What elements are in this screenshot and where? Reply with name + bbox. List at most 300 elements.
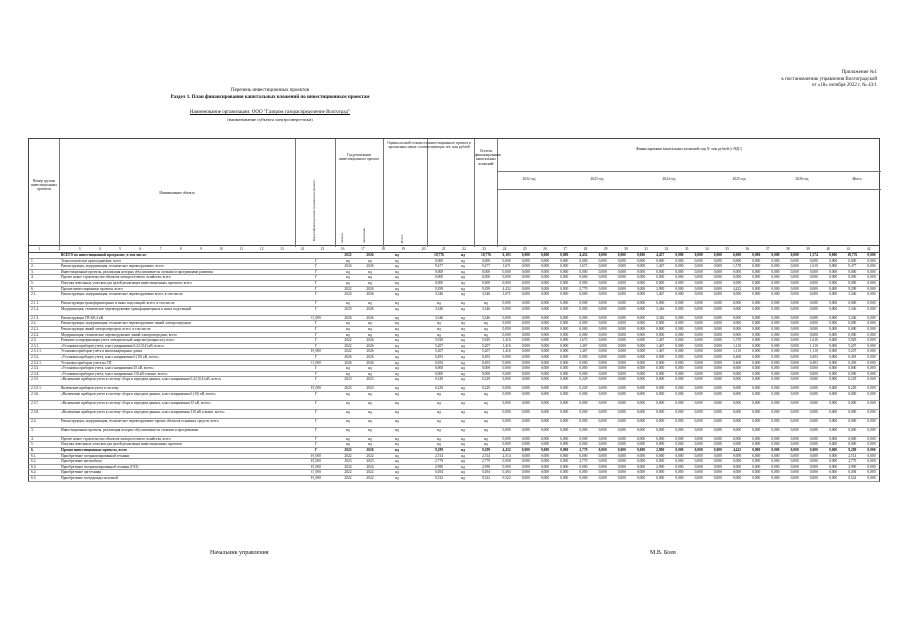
cell-value: 0,000	[771, 476, 780, 481]
cell-v: нд	[395, 453, 399, 458]
cell-value: 0,000	[790, 349, 799, 354]
cell-value: 0,000	[521, 321, 530, 326]
cell-id: Н_000	[311, 386, 321, 391]
cell-y2: 2026	[366, 292, 374, 297]
cell-value: 0,000	[598, 459, 607, 464]
cell-a: 3,346	[434, 306, 444, 311]
cell-value: 0,000	[579, 269, 588, 274]
cell-value: 0,000	[771, 258, 780, 263]
cell-value: 0,000	[829, 386, 838, 391]
cell-value: 0,000	[771, 354, 780, 359]
cell-value: 0,000	[809, 453, 818, 458]
cell-value: 0,000	[771, 391, 780, 396]
cell-y2: 2026	[366, 360, 374, 365]
cell-value: 0,000	[752, 360, 761, 365]
cell-name: «Установка приборов учета, класс напряжения 35 кВ, всего»	[61, 366, 154, 371]
cell-value: 0,000	[790, 292, 799, 297]
cell-value: 0,000	[713, 292, 722, 297]
cell-value: 0,000	[540, 386, 550, 391]
cell-value: 0,000	[675, 269, 684, 274]
cell-value: 0,000	[617, 371, 626, 376]
cell-value: 0,000	[675, 326, 684, 331]
cell-value: 1,110	[809, 349, 818, 354]
cell-no: 6.	[31, 448, 34, 453]
column-number: 18	[381, 247, 385, 251]
cell-id: Г	[314, 269, 318, 274]
cell-a: 0,229	[434, 386, 444, 391]
cell-value: 0,000	[790, 448, 799, 453]
cell-value: 0,000	[732, 400, 742, 405]
table-row	[28, 428, 880, 437]
cell-value: 0,000	[829, 418, 838, 423]
cell-value: 0,000	[540, 377, 550, 382]
cell-value: 0,000	[694, 464, 703, 469]
cell-value: 0,000	[829, 459, 838, 464]
cell-value: 0,000	[732, 275, 742, 280]
cell-value: 0,000	[598, 360, 607, 365]
cell-value: 0,000	[771, 343, 780, 348]
cell-value: 5,207	[848, 349, 857, 354]
header-year-1: 2022 год	[522, 177, 536, 181]
cell-y2: нд	[368, 442, 372, 447]
cell-value: 0,000	[521, 377, 530, 382]
cell-value: 0,000	[502, 306, 511, 311]
cell-value: 0,000	[617, 418, 626, 423]
cell-value: 4,457	[656, 253, 665, 257]
cell-value: 0,000	[521, 459, 530, 464]
cell-y1: нд	[346, 400, 350, 405]
cell-value: 0,000	[502, 377, 511, 382]
cell-value: 0,000	[790, 338, 799, 343]
cell-a: нд	[437, 409, 441, 414]
cell-value: 0,000	[867, 306, 876, 311]
cell-y1: 2022	[344, 253, 352, 257]
cell-value: 0,000	[713, 280, 722, 285]
cell-value: 0,000	[771, 338, 780, 343]
cell-id: О_000	[311, 360, 321, 365]
cell-value: 0,000	[752, 366, 761, 371]
cell-value: 0,000	[598, 332, 607, 337]
cell-value: 0,000	[560, 269, 569, 274]
cell-y1: 2023	[344, 377, 352, 382]
cell-value: 0,000	[560, 264, 569, 269]
cell-value: 2,990	[656, 464, 665, 469]
cell-value: 0,000	[713, 436, 722, 441]
cell-value: 0,000	[752, 275, 761, 280]
cell-v: нд	[395, 275, 399, 280]
cell-value: 0,000	[771, 253, 780, 257]
cell-value: 0,000	[848, 371, 857, 376]
cell-a: 2,990	[434, 464, 444, 469]
cell-value: 0,000	[694, 354, 703, 359]
cell-id: Г	[314, 332, 318, 337]
cell-value: 1,467	[656, 292, 665, 297]
cell-c: 9,299	[481, 448, 491, 453]
cell-value: 0,000	[790, 418, 799, 423]
column-number: 41	[846, 247, 851, 251]
cell-v: нд	[395, 427, 399, 432]
cell-y1: 2022	[344, 349, 352, 354]
cell-value: 0,000	[771, 286, 780, 291]
cell-value: 0,000	[636, 264, 646, 269]
cell-value: 0,000	[848, 366, 857, 371]
cell-v: нд	[395, 349, 399, 354]
cell-value: 0,000	[771, 292, 780, 297]
cell-value: 0,000	[713, 264, 722, 269]
cell-c: 18,776	[481, 253, 491, 257]
cell-v: нд	[395, 280, 399, 285]
cell-c: 0,229	[481, 386, 491, 391]
cell-value: 0,000	[540, 448, 550, 453]
cell-value: 0,000	[829, 354, 838, 359]
cell-value: 0,000	[790, 326, 799, 331]
cell-y2: нд	[368, 326, 372, 331]
cell-id: Г	[314, 326, 318, 331]
cell-value: 0,000	[867, 315, 876, 320]
cell-y2: 2026	[366, 448, 374, 453]
cell-value: 0,000	[540, 436, 550, 441]
cell-id: Н_000	[311, 459, 321, 464]
cell-value: 0,000	[867, 321, 876, 326]
cell-value: 0,000	[848, 436, 857, 441]
cell-value: 0,493	[809, 354, 818, 359]
cell-y1: нд	[346, 326, 350, 331]
cell-value: 0,000	[598, 315, 607, 320]
cell-value: 0,000	[540, 332, 550, 337]
cell-value: 0,000	[867, 269, 876, 274]
cell-value: 0,000	[656, 360, 665, 365]
cell-value: 0,000	[598, 321, 607, 326]
cell-value: 0,000	[636, 448, 646, 453]
cell-value: 0,000	[867, 326, 876, 331]
column-number: 4	[98, 247, 101, 251]
organization-caption: (наименование субъекта электроэнергетики)	[227, 117, 313, 122]
cell-value: 0,000	[790, 366, 799, 371]
cell-value: 0,000	[867, 349, 876, 354]
cell-value: 0,000	[675, 371, 684, 376]
cell-value: 0,000	[675, 360, 684, 365]
cell-value: 0,000	[732, 326, 742, 331]
cell-v: нд	[395, 371, 399, 376]
cell-y1: нд	[346, 301, 350, 306]
cell-value: 0,000	[713, 476, 722, 481]
cell-value: 0,000	[656, 400, 665, 405]
cell-value: 0,000	[752, 436, 761, 441]
cell-value: 0,000	[732, 306, 742, 311]
cell-v: нд	[395, 377, 399, 382]
cell-value: 0,000	[560, 349, 569, 354]
financing-values	[497, 281, 881, 286]
cell-value: 0,000	[540, 391, 550, 396]
cell-id: Н_000	[311, 453, 321, 458]
cell-no: 2.2.	[31, 321, 37, 326]
cell-v: нд	[395, 332, 399, 337]
cell-value: 0,000	[636, 436, 646, 441]
cell-value: 0,000	[752, 377, 761, 382]
cell-value: 0,000	[579, 326, 588, 331]
cell-value: 0,000	[560, 360, 569, 365]
cell-a: нд	[437, 332, 441, 337]
cell-value: 0,493	[848, 354, 857, 359]
cell-value: 0,000	[713, 427, 722, 432]
financing-values	[497, 270, 881, 275]
cell-value: 0,000	[771, 332, 780, 337]
cell-value: 0,000	[829, 360, 838, 365]
cell-value: 0,493	[848, 360, 857, 365]
cell-a: 0,000	[434, 371, 444, 376]
cell-value: 0,000	[829, 338, 838, 343]
cell-c: 0,000	[481, 371, 491, 376]
financing-values	[497, 253, 881, 258]
cell-value: 0,000	[540, 476, 550, 481]
cell-value: 0,000	[752, 409, 761, 414]
cell-value: 2,779	[848, 459, 857, 464]
cell-y1: нд	[346, 275, 350, 280]
cell-value: 2,514	[502, 453, 511, 458]
column-number: 28	[583, 247, 588, 251]
column-number: 3	[78, 247, 81, 251]
cell-a: нд	[437, 442, 441, 447]
cell-value: 0,000	[636, 275, 646, 280]
cell-value: 0,000	[771, 459, 780, 464]
cell-value: 0,000	[867, 409, 876, 414]
cell-value: 0,000	[790, 459, 799, 464]
cell-value: 0,000	[521, 275, 530, 280]
cell-c: 3,346	[481, 315, 491, 320]
cell-value: 0,000	[617, 315, 626, 320]
column-number: 42	[866, 247, 871, 251]
cell-value: 0,000	[694, 280, 703, 285]
cell-c: нд	[484, 442, 488, 447]
cell-y2: 2026	[366, 264, 374, 269]
cell-name: Инвестиционные проекты, реализация которых обуславливается схемами и программами развития	[61, 269, 213, 274]
cell-no: 2.1.	[31, 292, 37, 297]
cell-value: 0,000	[579, 332, 588, 337]
cell-value: 0,000	[848, 275, 857, 280]
cell-c: нд	[484, 391, 488, 396]
cell-value: 0,000	[636, 253, 646, 257]
cell-b: нд	[461, 286, 465, 291]
cell-value: 0,000	[771, 371, 780, 376]
cell-name: Установка приборов учета в многоквартирных домах	[61, 349, 143, 354]
cell-a: 0,493	[434, 360, 444, 365]
cell-value: 0,000	[694, 301, 703, 306]
cell-y2: нд	[368, 400, 372, 405]
cell-value: 0,000	[829, 377, 838, 382]
cell-id: Г	[314, 409, 318, 414]
cell-y2: 2026	[366, 315, 374, 320]
cell-value: 0,000	[829, 476, 838, 481]
cell-value: 0,000	[675, 464, 684, 469]
cell-value: 1,467	[656, 343, 665, 348]
cell-value: 0,000	[752, 326, 761, 331]
doc-subtitle: Раздел 1. План финансирования капитальных вложений по инвестиционным проектам	[170, 95, 370, 100]
cell-name: «Включение приборов учета в систему сбора и передачи данных, класс напряжения 0,22 (0,4) кВ, всего»	[61, 377, 222, 382]
cell-value: 0,000	[771, 436, 780, 441]
cell-value: 0,000	[867, 301, 876, 306]
cell-name: Приобретение автомобиля	[61, 459, 102, 464]
table-row	[28, 292, 880, 301]
cell-v: нд	[395, 338, 399, 343]
cell-value: 0,000	[540, 464, 550, 469]
cell-value: 0,000	[579, 442, 588, 447]
cell-value: 0,000	[848, 301, 857, 306]
cell-value: 0,000	[790, 269, 799, 274]
cell-no: 2.3.2.1.	[31, 360, 42, 365]
cell-value: 0,000	[540, 258, 550, 263]
cell-name: «Включение приборов учета в систему сбора и передачи данных, класс напряжения 110 кВ и выше, всего»	[61, 409, 225, 414]
cell-value: 0,229	[848, 377, 857, 382]
cell-value: 4,452	[579, 253, 588, 257]
cell-value: 0,000	[790, 436, 799, 441]
cell-value: 0,000	[598, 306, 607, 311]
cell-a: 0,000	[434, 258, 444, 263]
cell-value: 0,000	[848, 442, 857, 447]
cell-value: 0,000	[636, 464, 646, 469]
cell-value: 0,000	[713, 321, 722, 326]
cell-value: 0,000	[598, 326, 607, 331]
cell-value: 0,000	[752, 343, 761, 348]
cell-no: 5.	[31, 280, 34, 285]
table-row	[28, 401, 880, 410]
cell-v: нд	[395, 400, 399, 405]
column-number: 25	[522, 247, 527, 251]
cell-value: 0,000	[790, 264, 799, 269]
cell-value: 0,000	[809, 366, 818, 371]
cell-value: 0,000	[732, 280, 742, 285]
cell-y1: 2022	[344, 338, 352, 343]
financing-values	[497, 361, 881, 366]
cell-value: 3,346	[848, 292, 857, 297]
cell-value: 0,000	[790, 476, 799, 481]
cell-value: 0,000	[502, 400, 511, 405]
cell-a: 18,776	[434, 253, 444, 257]
cell-y1: нд	[346, 418, 350, 423]
cell-value: 0,000	[656, 459, 665, 464]
cell-value: 0,000	[656, 418, 665, 423]
cell-name: Реконструкция ТП-6/0,4 кВ	[61, 315, 104, 320]
cell-value: 0,000	[867, 386, 876, 391]
doc-title: Перечень инвестиционных проектов	[230, 88, 310, 93]
cell-value: 0,000	[675, 275, 684, 280]
cell-y1: нд	[346, 280, 350, 285]
cell-value: 0,000	[752, 442, 761, 447]
cell-value: 0,000	[694, 321, 703, 326]
cell-v: нд	[395, 442, 399, 447]
cell-value: 0,000	[598, 264, 607, 269]
cell-y2: 2023	[366, 377, 374, 382]
cell-value: 0,000	[656, 476, 665, 481]
cell-value: 0,000	[809, 292, 818, 297]
cell-value: 0,000	[771, 360, 780, 365]
cell-y2: нд	[368, 332, 372, 337]
cell-value: 0,000	[540, 366, 550, 371]
cell-value: 0,000	[732, 366, 742, 371]
cell-value: 9,299	[848, 448, 857, 453]
cell-value: 0,000	[598, 448, 607, 453]
cell-value: 0,000	[694, 436, 703, 441]
cell-value: 0,000	[752, 476, 761, 481]
cell-value: 0,000	[521, 371, 530, 376]
cell-no: 2.3.2.	[31, 354, 40, 359]
cell-value: 0,000	[675, 338, 684, 343]
cell-value: 0,000	[829, 332, 838, 337]
cell-b: нд	[461, 301, 465, 306]
cell-value: 0,000	[675, 301, 684, 306]
cell-value: 0,000	[848, 427, 857, 432]
cell-value: 0,000	[694, 332, 703, 337]
column-number: 21	[442, 247, 446, 251]
cell-value: 0,000	[752, 306, 761, 311]
cell-no: 6.2.	[31, 459, 37, 464]
cell-value: 0,000	[713, 360, 722, 365]
cell-value: 0,000	[579, 476, 588, 481]
cell-value: 0,000	[771, 386, 780, 391]
cell-value: 0,000	[579, 321, 588, 326]
cell-value: 0,000	[675, 400, 684, 405]
cell-value: 0,000	[540, 292, 550, 297]
cell-value: 0,000	[656, 326, 665, 331]
cell-value: 0,522	[502, 476, 511, 481]
cell-value: 0,000	[598, 371, 607, 376]
cell-value: 1,673	[579, 338, 588, 343]
cell-c: 0,494	[481, 470, 491, 475]
column-number: 1	[38, 247, 41, 251]
cell-value: 1,110	[733, 349, 742, 354]
cell-a: 0,522	[434, 476, 444, 481]
cell-value: 0,000	[617, 253, 626, 257]
cell-value: 0,000	[521, 436, 530, 441]
column-number: 7	[159, 247, 162, 251]
cell-value: 0,000	[867, 476, 876, 481]
column-number: 36	[745, 247, 750, 251]
cell-id: Г	[314, 442, 318, 447]
cell-value: 0,000	[829, 470, 838, 475]
cell-no: 2.1.2.	[31, 306, 40, 311]
cell-no: 6.5.	[31, 476, 37, 481]
cell-value: 0,000	[867, 418, 876, 423]
cell-value: 0,000	[848, 400, 857, 405]
cell-no: 2.	[31, 264, 34, 269]
cell-value: 0,000	[790, 253, 799, 257]
financing-values	[497, 419, 881, 424]
cell-b: нд	[461, 427, 465, 432]
approval-line-2: к постановлению управления Волгоградской	[781, 76, 877, 82]
cell-value: 1,673	[579, 264, 588, 269]
header-year-4: 2025 год	[732, 177, 746, 181]
cell-value: 0,000	[521, 354, 530, 359]
cell-value: 0,000	[752, 269, 761, 274]
cell-value: 0,000	[598, 275, 607, 280]
cell-value: 0,000	[694, 306, 703, 311]
header-year-2: 2023 год	[590, 177, 604, 181]
cell-value: 0,000	[867, 258, 876, 263]
column-number: 22	[462, 247, 466, 251]
cell-no: 2.3.3.	[31, 366, 40, 371]
cell-no: 2.3.7.	[31, 400, 40, 405]
organization-name: Наименование организации: ООО "Газпром газораспределение Волгоград"	[189, 110, 351, 115]
cell-name: Реконструкция, модернизация, техническое перевооружение линий электропередачи	[61, 321, 191, 326]
cell-value: 0,000	[867, 354, 876, 359]
cell-value: 0,000	[521, 253, 530, 257]
cell-value: 0,000	[579, 453, 588, 458]
cell-value: 0,000	[636, 258, 646, 263]
cell-a: нд	[437, 427, 441, 432]
cell-value: 0,000	[521, 476, 530, 481]
cell-b: нд	[461, 377, 465, 382]
cell-value: 0,000	[752, 349, 761, 354]
cell-value: 0,000	[502, 332, 511, 337]
